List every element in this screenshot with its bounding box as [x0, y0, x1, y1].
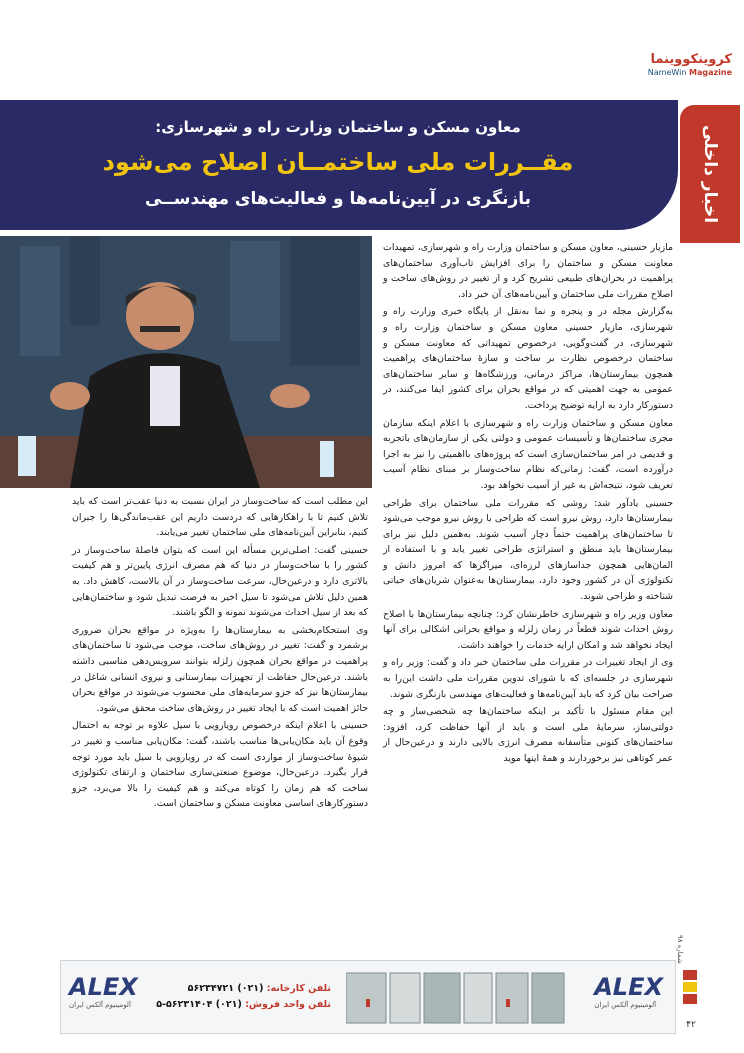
page-number: ۴۲ [686, 1020, 696, 1030]
page-marker [683, 900, 697, 1020]
magazine-logo [578, 52, 738, 82]
article-column-right [383, 240, 673, 769]
paragraph: حسینی با اعلام اینکه درخصوص رویارویی با سیل علاوه بر توجه به احتمال وقوع آن باید مکان‌یابی‌ها مناسب باشند، گفت: مکان‌یابی مناسب و تغییر در شیوهٔ ساخت‌وساز از مواردی است که در رویارویی با سیل باید مورد توجه قرار بگیرد. درعین‌حال، موضوع صنعتی‌سازی ساختمان و ارتقای تکنولوژی ساخت که هم زمان را کوتاه می‌کند و هم کیفیت را بالا می‌برد، جزو دستورکارهای اساسی معاونت مسکن و ساختمان است. [72, 720, 368, 810]
aluminum-profiles-image [346, 969, 566, 1027]
advertiser-logo-right: ALEX آلومینیوم آلکس ایران [594, 973, 663, 1009]
paragraph: به‌گزارش مجله در و پنجره و نما به‌نقل از پایگاه خبری وزارت راه و شهرسازی، مازیار حسینی معاون مسکن و ساختمان وزارت راه و شهرسازی، در گفت‌وگویی، درخصوص تمهیداتی که معاونت مسکن و ساختمان درخصوص نظارت بر ساخت و سازهٔ ساختمان‌های پراهمیت همچون بیمارستان‌ها، مراکز درمانی، ورزشگاه‌ها و سایر ساختمان‌های عمومی به جهت اهمیتی که در مواقع بحران برای کشور ایفا می‌کنند، در دستورکار دارد به ارایه توضیح پرداخت. [383, 306, 673, 411]
advertiser-logo-left: ALEX آلومینیوم آلکس ایران [69, 973, 138, 1009]
article-headline: مقــررات ملی ساختمــان اصلاح می‌شود [102, 148, 574, 176]
magazine-subtitle: NameWin Magazine [647, 68, 732, 77]
advertiser-phones: تلفن کارخانه: (۰۲۱) ۵۶۲۳۴۷۲۱ تلفن واحد فروش: (۰۲۱) ۵۶۲۳۱۴۰۴-۵ [156, 983, 331, 1010]
paragraph: حسینی یادآور شد: روشی که مقررات ملی ساختمان برای طراحی بیمارستان‌ها دارد، روش نیرو است که طراحی با روش نیرو موجب می‌شود تا ساختمان‌های پراهمیت حتماً دچار آسیب شوند. به‌همین دلیل نیز برای بیمارستان‌ها باید منطق و استراتژی طراحی تغییر یابد و با استفاده از المان‌هایی همچون جداسازهای لرزه‌ای، میراگرها که امروز دانش و تکنولوژی آن در کشور وجود دارد، بیمارستان‌ها به‌عنوان شریان‌های حیاتی شناخته و طراحی شوند. [383, 497, 673, 603]
issue-number: شماره ۹۸ [676, 935, 684, 964]
section-tab-label: اخبار داخلی [700, 124, 720, 224]
paragraph: مازیار حسینی، معاون مسکن و ساختمان وزارت راه و شهرسازی، تمهیدات معاونت مسکن و ساختمان را برای افزایش تاب‌آوری ساختمان‌های پراهمیت در بحران‌های طبیعی تشریح کرد و از تغییر در روش‌های ساخت و اصلاح مقررات ملی ساختمان و آیین‌نامه‌های آن خبر داد. [383, 242, 673, 300]
advertisement-banner[interactable] [60, 960, 676, 1034]
section-tab [680, 105, 740, 243]
magazine-brand: کروینکووینما [650, 52, 732, 67]
paragraph: این مقام مسئول با تأکید بر اینکه ساختمان‌ها چه شخصی‌ساز و چه دولتی‌ساز، سرمایهٔ ملی است و باید از آنها حفاظت کرد، افزود: ساختمان‌های کنونی متأسفانه مصرف انرژی بالایی دارند و درعین‌حال از عمر کوتاهی نیز برخوردارند و همهٔ اینها موید [383, 706, 673, 764]
paragraph: وی استحکام‌بخشی به بیمارستان‌ها را به‌ویژه در مواقع بحران ضروری برشمرد و گفت: تغییر در روش‌های ساخت، موجب می‌شود تا ساختمان‌های پراهمیت در مواقع بحران همچون زلزله بتوانند سرویس‌دهی مناسبی داشته باشند. درعین‌حال حفاظت از تجهیزات بیمارستانی و نیروی انسانی شاغل در بیمارستان‌ها نیز که جزو سرمایه‌های ملی محسوب می‌شوند در مواقع بحران حائز اهمیت است که با ایجاد تغییر در روش‌های ساخت محقق می‌شود. [72, 624, 368, 714]
paragraph: وی از ایجاد تغییرات در مقررات ملی ساختمان خبر داد و گفت: وزیر راه و شهرسازی در جلسه‌ای که با شورای تدوین مقررات ملی داشت این‌را به صراحت بیان کرد که باید آیین‌نامه‌ها و فعالیت‌های مهندسی بازنگری شوند. [383, 657, 673, 700]
paragraph: معاون مسکن و ساختمان وزارت راه و شهرسازی با اعلام اینکه سازمان مجری ساختمان‌ها و تأسیسات عمومی و دولتی یکی از سازمان‌های باتجربه و قدیمی در امر ساختمان‌سازی است که پروژه‌های بااهمیتی را نیز به اجرا درآورده است، گفت: زمانی‌که نظام ساخت‌وساز بر مبنای نظام آسیب تعریف شود، نتیجه‌اش به غیر از آسیب نخواهد بود. [383, 417, 673, 491]
paragraph: این مطلب است که ساخت‌وساز در ایران نسبت به دنیا عقب‌تر است که باید تلاش کنیم تا با راهکارهایی که دردست داریم این عقب‌ماندگی‌ها را جبران کنیم، بنابراین آیین‌نامه‌های ملی ساختمان تغییر می‌یابند. [72, 496, 368, 539]
article-kicker: معاون مسکن و ساختمان وزارت راه و شهرسازی: [155, 118, 521, 136]
paragraph: حسینی گفت: اصلی‌ترین مسأله این است که بتوان فاصلهٔ ساخت‌وساز در کشور را با ساخت‌وساز در دنیا که هم مصرف انرژی پایین‌تر و هم کیفیت بالاتری دارد و درعین‌حال، سرعت ساخت‌وساز در آن بالاست، کاهش داد. به همین دلیل تلاش می‌شود تا سیل اخیر به فرصت تبدیل شود و ساختمان‌هایی که بعد از سیل احداث می‌شوند نمونه و الگو باشند. [72, 544, 368, 619]
article-subheadline: بازنگری در آیین‌نامه‌ها و فعالیت‌های مهندســی [144, 189, 532, 209]
article-column-left [72, 494, 368, 814]
article-photo [0, 236, 372, 488]
paragraph: معاون وزیر راه و شهرسازی خاطرنشان کرد: چنانچه بیمارستان‌ها با اصلاح روش احداث شوند قطعاً در زمان زلزله و مواقع بحرانی اشکالی برای آنها ایجاد نخواهد شد و امکان ارایه خدمات را خواهند داشت. [383, 608, 673, 651]
